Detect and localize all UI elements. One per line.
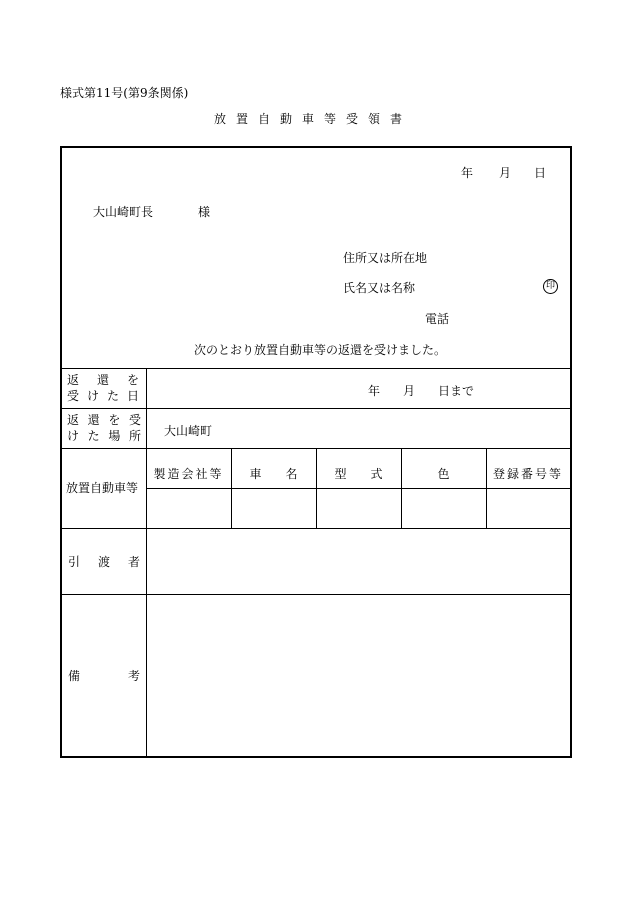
deliverer-label bbox=[62, 528, 146, 594]
address-label: 住所又は所在地 bbox=[343, 251, 428, 265]
deliverer-label-char: 渡 bbox=[97, 554, 110, 569]
col-model: 型 式 bbox=[334, 467, 383, 481]
rule-top-table bbox=[62, 368, 570, 369]
return-place-label-char: 還 bbox=[87, 413, 100, 427]
return-place-label bbox=[62, 412, 146, 444]
rule-label-column bbox=[146, 368, 147, 756]
deliverer-label-char: 者 bbox=[127, 554, 140, 569]
return-date-label-char: 受 bbox=[67, 389, 80, 403]
addressee: 大山崎町長 bbox=[93, 205, 154, 219]
return-place-label-char: を bbox=[108, 413, 121, 427]
col-registration: 登録番号等 bbox=[492, 467, 563, 481]
seal-mark: 印 bbox=[543, 279, 558, 294]
col-manufacturer: 製造会社等 bbox=[153, 467, 224, 481]
remarks-label-char: 考 bbox=[127, 668, 140, 683]
return-place-label-char: た bbox=[87, 429, 100, 443]
return-place-label-char: け bbox=[67, 429, 80, 443]
return-place-label-char: 受 bbox=[128, 413, 141, 427]
return-date-label-char: 返 bbox=[67, 373, 80, 387]
return-date-year: 年 bbox=[368, 384, 381, 398]
return-place-label-char: 場 bbox=[108, 429, 121, 443]
document-title: 放置自動車等受領書 bbox=[214, 112, 413, 126]
col-color: 色 bbox=[437, 467, 450, 481]
rule-vehicle-header bbox=[146, 488, 570, 489]
form-number: 様式第11号(第9条関係) bbox=[60, 86, 189, 100]
return-date-label-char: 還 bbox=[96, 373, 109, 387]
date-year: 年 bbox=[461, 166, 474, 180]
honorific: 様 bbox=[198, 205, 211, 219]
return-place-label-char: 返 bbox=[67, 413, 80, 427]
vehicle-label: 放置自動車等 bbox=[66, 481, 139, 495]
form-frame bbox=[60, 146, 572, 758]
return-date-label bbox=[62, 372, 146, 404]
phone-label: 電話 bbox=[425, 312, 450, 326]
statement: 次のとおり放置自動車等の返還を受けました。 bbox=[194, 343, 447, 357]
return-date-label-char: た bbox=[106, 389, 119, 403]
return-date-month: 月 bbox=[403, 384, 416, 398]
remarks-label-char: 備 bbox=[68, 668, 81, 683]
return-date-label-char: け bbox=[86, 389, 99, 403]
return-date-label-char: を bbox=[126, 373, 139, 387]
deliverer-label-char: 引 bbox=[68, 554, 81, 569]
rule-return-date bbox=[62, 408, 570, 409]
date-day: 日 bbox=[534, 166, 547, 180]
return-date-label-char: 日 bbox=[126, 389, 139, 403]
remarks-label bbox=[62, 594, 146, 756]
date-month: 月 bbox=[499, 166, 512, 180]
col-car-name: 車 名 bbox=[249, 467, 298, 481]
return-place-value: 大山崎町 bbox=[164, 424, 213, 438]
return-place-label-char: 所 bbox=[128, 429, 141, 443]
return-date-until: 日まで bbox=[438, 384, 475, 398]
name-label: 氏名又は名称 bbox=[343, 281, 416, 295]
